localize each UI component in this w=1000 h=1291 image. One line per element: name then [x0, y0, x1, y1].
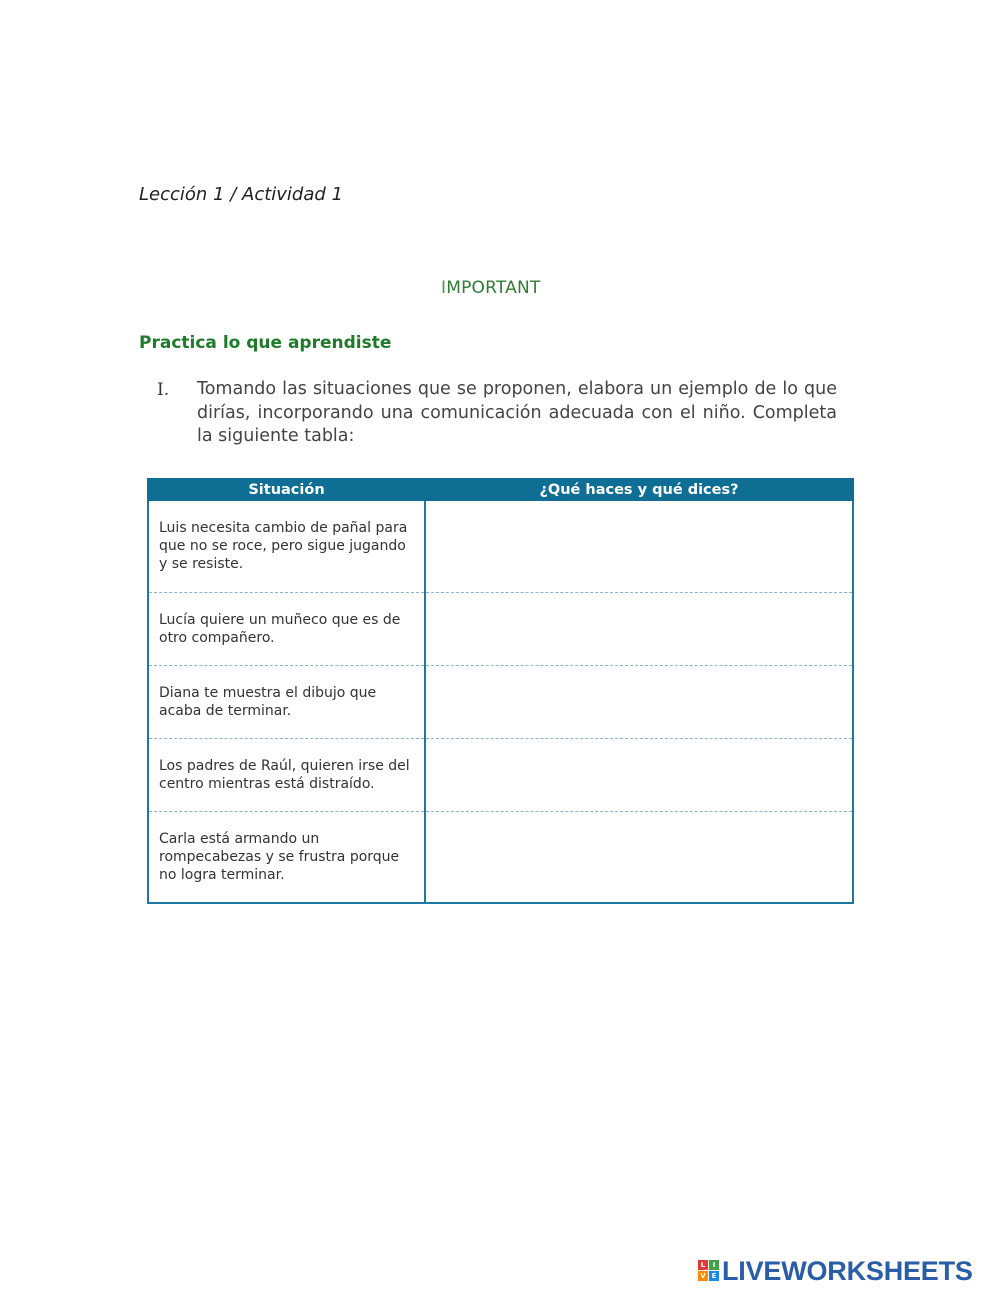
- situation-text: Diana te muestra el dibujo que acaba de terminar.: [159, 684, 377, 719]
- answer-cell[interactable]: [425, 665, 853, 738]
- situation-cell: [148, 811, 425, 903]
- header-situacion: Situación: [148, 478, 425, 501]
- table-row: [148, 501, 853, 592]
- logo-block-e: E: [709, 1271, 719, 1281]
- instruction-number: I.: [157, 380, 170, 400]
- table-row: [148, 592, 853, 665]
- section-title: Practica lo que aprendiste: [139, 333, 392, 353]
- table-row: [148, 738, 853, 811]
- situation-cell: [148, 665, 425, 738]
- situation-cell: [148, 738, 425, 811]
- instruction-text: Tomando las situaciones que se proponen, elabora un ejemplo de lo que dirías, incorporando una comunicación adecuada con el niño. Completa la siguiente tabla:: [197, 379, 837, 446]
- lesson-label: Lección 1 / Actividad 1: [139, 184, 343, 205]
- situation-text: Lucía quiere un muñeco que es de otro compañero.: [159, 611, 401, 646]
- table-header-row: [148, 478, 853, 501]
- situation-cell: [148, 501, 425, 592]
- liveworksheets-logo[interactable]: [698, 1255, 973, 1286]
- important-rest: MPORTANT: [446, 278, 541, 298]
- logo-block-l: L: [698, 1260, 708, 1270]
- table-row: [148, 811, 853, 903]
- logo-blocks-icon: [698, 1260, 719, 1281]
- answer-cell[interactable]: [425, 501, 853, 592]
- important-label: [441, 278, 541, 298]
- logo-block-i: I: [709, 1260, 719, 1270]
- situation-text: Luis necesita cambio de pañal para que no se roce, pero sigue jugando y se resiste.: [159, 520, 408, 572]
- answer-cell[interactable]: [425, 738, 853, 811]
- important-first-letter: I: [441, 278, 447, 298]
- answer-cell[interactable]: [425, 811, 853, 903]
- situation-text: Los padres de Raúl, quieren irse del centro mientras está distraído.: [159, 757, 410, 792]
- situations-table: [147, 478, 854, 904]
- table-row: [148, 665, 853, 738]
- header-que-haces: ¿Qué haces y qué dices?: [425, 478, 853, 501]
- situation-text: Carla está armando un rompecabezas y se frustra porque no logra terminar.: [159, 830, 400, 883]
- situation-cell: [148, 592, 425, 665]
- answer-cell[interactable]: [425, 592, 853, 665]
- logo-block-v: V: [698, 1271, 708, 1281]
- logo-text: LIVEWORKSHEETS: [722, 1255, 973, 1286]
